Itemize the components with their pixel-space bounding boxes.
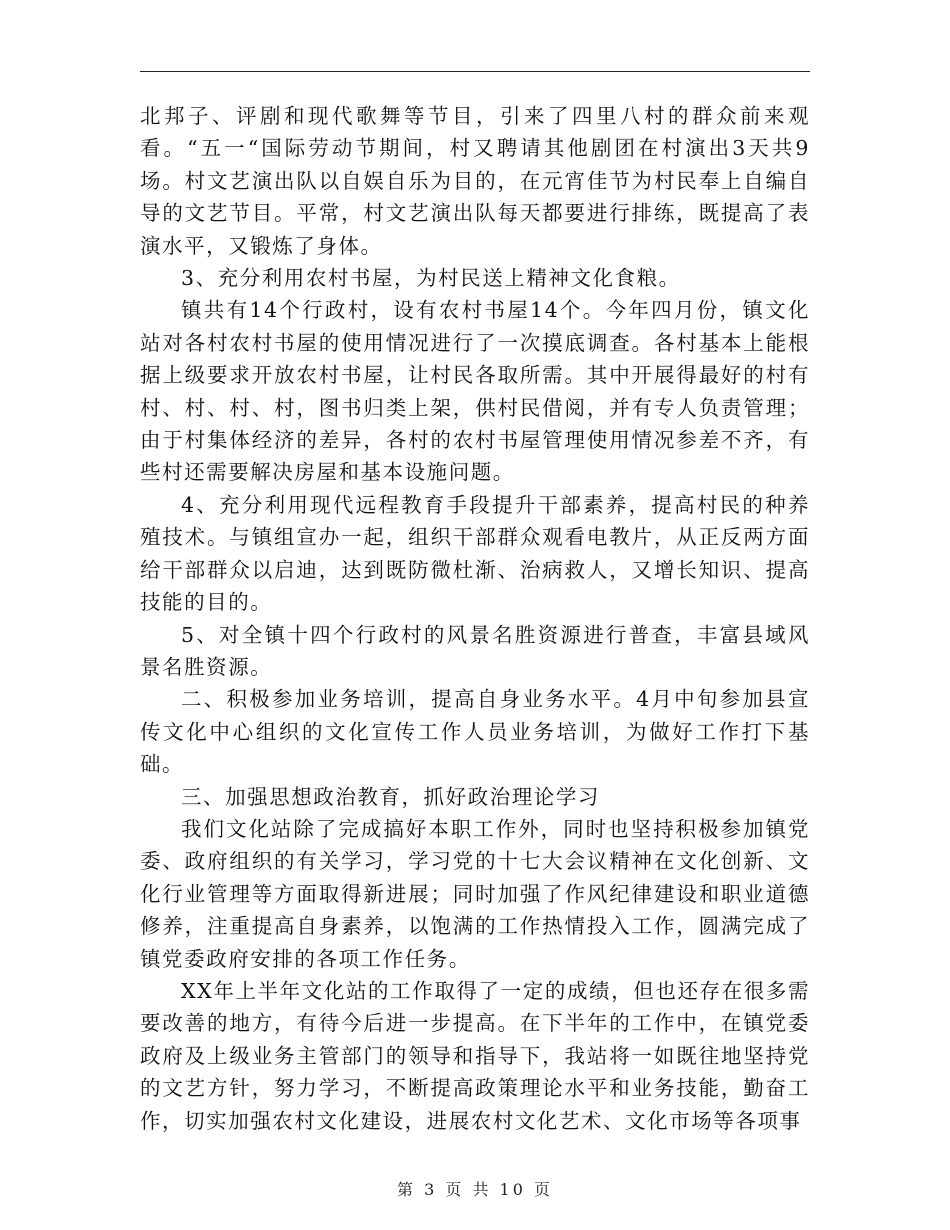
paragraph-5: 5、对全镇十四个行政村的风景名胜资源进行普查，丰富县域风景名胜资源。 bbox=[140, 622, 810, 679]
paragraph-1: 北邦子、评剧和现代歌舞等节目，引来了四里八村的群众前来观看。“五一“国际劳动节期间，村又聘请其他剧团在村演出3天共9场。村文艺演出队以自娱自乐为目的，在元宵佳节为村民奉上自编自导的文艺节目。平常，村文艺演出队每天都要进行排练，既提高了表演水平，又锻炼了身体。 bbox=[140, 104, 810, 258]
paragraph-2: 3、充分利用农村书屋，为村民送上精神文化食粮。 bbox=[181, 266, 681, 291]
document-body bbox=[140, 100, 810, 1137]
paragraph-6: 二、积极参加业务培训，提高自身业务水平。4月中旬参加县宣传文化中心组织的文化宣传工作人员业务培训，为做好工作打下基础。 bbox=[140, 687, 810, 777]
paragraph-4: 4、充分利用现代远程教育手段提升干部素养，提高村民的种养殖技术。与镇组宣办一起，组织干部群众观看电教片，从正反两方面给干部群众以启迪，达到既防微杜渐、治病救人，又增长知识、提高技能的目的。 bbox=[140, 492, 810, 615]
paragraph-9: XX年上半年文化站的工作取得了一定的成绩，但也还存在很多需要改善的地方，有待今后进一步提高。在下半年的工作中，在镇党委政府及上级业务主管部门的领导和指导下，我站将一如既往地坚持党的文艺方针，努力学习，不断提高政策理论水平和业务技能，勤奋工作，切实加强农村文化建设，进展农村文化艺术、文化市场等各项事 bbox=[140, 978, 810, 1133]
header-rule bbox=[140, 71, 810, 72]
page-number-footer: 第 3 页 共 10 页 bbox=[397, 1180, 553, 1199]
paragraph-7: 三、加强思想政治教育，抓好政治理论学习 bbox=[181, 784, 600, 809]
paragraph-3: 镇共有14个行政村，设有农村书屋14个。今年四月份，镇文化站对各村农村书屋的使用情况进行了一次摸底调查。各村基本上能根据上级要求开放农村书屋，让村民各取所需。其中开展得最好的村有村、村、村、村，图书归类上架，供村民借阅，并有专人负责管理；由于村集体经济的差异，各村的农村书屋管理使用情况参差不齐，有些村还需要解决房屋和基本设施问题。 bbox=[140, 298, 810, 485]
paragraph-8: 我们文化站除了完成搞好本职工作外，同时也坚持积极参加镇党委、政府组织的有关学习，学习党的十七大会议精神在文化创新、文化行业管理等方面取得新进展；同时加强了作风纪律建设和职业道德修养，注重提高自身素养，以饱满的工作热情投入工作，圆满完成了镇党委政府安排的各项工作任务。 bbox=[140, 816, 810, 971]
